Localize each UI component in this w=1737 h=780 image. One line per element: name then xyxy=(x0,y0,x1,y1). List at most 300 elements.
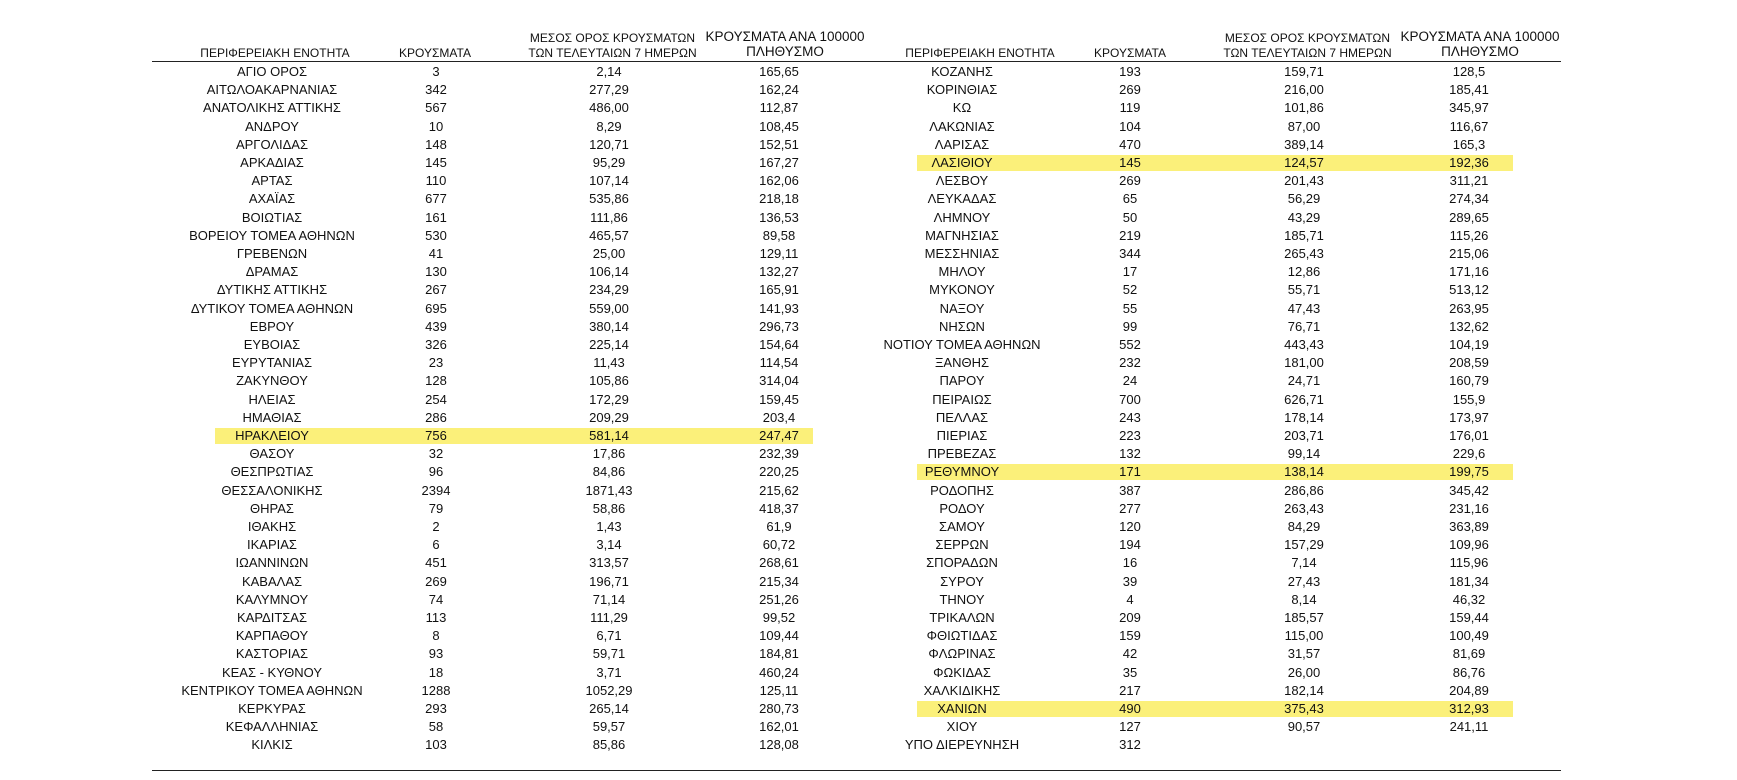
cell-avg: 380,14 xyxy=(589,318,629,334)
cell-cases: 344 xyxy=(1119,246,1141,261)
header-region-left: ΠΕΡΙΦΕΡΕΙΑΚΗ ΕΝΟΤΗΤΑ xyxy=(200,46,350,60)
cell-region: ΦΛΩΡΙΝΑΣ xyxy=(928,646,996,662)
cell-avg: 59,71 xyxy=(592,646,626,662)
header-cases-right: ΚΡΟΥΣΜΑΤΑ xyxy=(1094,46,1166,60)
cell-cases: 756 xyxy=(425,428,447,443)
cell-per100k: 208,59 xyxy=(1449,355,1489,371)
cell-region: ΚΟΡΙΝΘΙΑΣ xyxy=(926,82,998,98)
cell-region: ΘΕΣΣΑΛΟΝΙΚΗΣ xyxy=(221,482,323,498)
cell-avg: 106,14 xyxy=(589,264,629,280)
table-row xyxy=(0,427,1737,445)
cell-avg: 159,71 xyxy=(1284,64,1324,79)
cell-per100k: 312,93 xyxy=(1449,701,1489,716)
cell-cases: 254 xyxy=(425,391,447,407)
cell-avg: 101,86 xyxy=(1284,100,1324,116)
cell-cases: 18 xyxy=(428,664,444,680)
cell-per100k: 192,36 xyxy=(1449,155,1489,170)
cell-region: ΚΕΑΣ - ΚΥΘΝΟΥ xyxy=(221,664,323,680)
cell-cases: 567 xyxy=(425,100,447,116)
cell-region: ΒΟΙΩΤΙΑΣ xyxy=(241,209,303,225)
table-row xyxy=(0,99,1737,117)
cell-per100k: 167,27 xyxy=(759,155,799,170)
cell-cases: 2 xyxy=(432,519,440,534)
cell-cases: 52 xyxy=(1122,282,1138,298)
cell-region: ΜΕΣΣΗΝΙΑΣ xyxy=(924,246,1000,261)
cell-cases: 219 xyxy=(1119,227,1141,243)
cell-avg: 286,86 xyxy=(1284,482,1324,498)
cell-cases: 312 xyxy=(1119,737,1141,753)
cell-cases: 104 xyxy=(1119,118,1141,134)
cell-cases: 1288 xyxy=(421,682,451,698)
cell-region: ΣΕΡΡΩΝ xyxy=(935,537,989,553)
cell-per100k: 247,47 xyxy=(759,428,799,443)
cell-per100k: 108,45 xyxy=(759,118,799,134)
cell-avg: 12,86 xyxy=(1287,264,1321,280)
table-row xyxy=(0,372,1737,390)
table-row xyxy=(0,154,1737,172)
table-row xyxy=(0,136,1737,154)
cell-avg: 120,71 xyxy=(589,136,629,152)
table-row xyxy=(0,627,1737,645)
cell-avg: 11,43 xyxy=(593,355,625,371)
cell-avg: 265,43 xyxy=(1284,246,1324,261)
cell-cases: 269 xyxy=(1119,173,1141,189)
cell-region: ΛΑΣΙΘΙΟΥ xyxy=(931,155,993,170)
table-row xyxy=(0,318,1737,336)
cell-region: ΚΑΡΠΑΘΟΥ xyxy=(235,628,309,644)
table-row xyxy=(0,500,1737,518)
cell-region: ΠΕΙΡΑΙΩΣ xyxy=(932,391,992,407)
cell-per100k: 268,61 xyxy=(759,555,799,571)
cell-cases: 120 xyxy=(1119,519,1141,534)
cell-cases: 490 xyxy=(1119,701,1141,716)
table-row xyxy=(0,209,1737,227)
cell-cases: 269 xyxy=(425,573,447,589)
cell-avg: 24,71 xyxy=(1287,373,1321,389)
table-row xyxy=(0,409,1737,427)
table-row xyxy=(0,227,1737,245)
table-row xyxy=(0,263,1737,281)
cell-region: ΧΑΝΙΩΝ xyxy=(937,701,987,716)
cell-avg: 71,14 xyxy=(592,591,626,607)
cell-per100k: 132,27 xyxy=(759,264,799,280)
cell-region: ΔΥΤΙΚΟΥ ΤΟΜΕΑ ΑΘΗΝΩΝ xyxy=(190,300,354,316)
cell-per100k: 296,73 xyxy=(759,318,799,334)
header-region-right: ΠΕΡΙΦΕΡΕΙΑΚΗ ΕΝΟΤΗΤΑ xyxy=(905,46,1055,60)
cell-cases: 50 xyxy=(1122,209,1138,225)
cell-per100k: 112,87 xyxy=(759,100,799,116)
cell-region: ΡΕΘΥΜΝΟΥ xyxy=(924,464,1000,480)
cell-cases: 552 xyxy=(1119,337,1141,352)
cell-region: ΚΕΦΑΛΛΗΝΙΑΣ xyxy=(225,719,319,735)
cell-per100k: 109,96 xyxy=(1449,537,1489,553)
cell-region: ΙΘΑΚΗΣ xyxy=(247,519,297,534)
cell-avg: 2,14 xyxy=(596,64,622,79)
table-row xyxy=(0,645,1737,663)
cell-cases: 127 xyxy=(1119,719,1141,735)
table-row xyxy=(0,190,1737,208)
bottom-rule xyxy=(152,770,1561,771)
cell-cases: 232 xyxy=(1119,355,1141,371)
cell-cases: 6 xyxy=(432,537,440,553)
cell-cases: 35 xyxy=(1122,664,1138,680)
cell-per100k: 176,01 xyxy=(1449,428,1489,443)
cell-region: ΠΑΡΟΥ xyxy=(939,373,985,389)
cell-avg: 56,29 xyxy=(1287,191,1321,207)
header-cases-left: ΚΡΟΥΣΜΑΤΑ xyxy=(399,46,471,60)
table-row xyxy=(0,118,1737,136)
cell-cases: 132 xyxy=(1119,446,1141,462)
cell-avg: 181,00 xyxy=(1284,355,1324,371)
table-row xyxy=(0,245,1737,263)
cell-per100k: 314,04 xyxy=(759,373,799,389)
cell-cases: 145 xyxy=(1119,155,1141,170)
cell-per100k: 160,79 xyxy=(1449,373,1489,389)
cell-region: ΔΡΑΜΑΣ xyxy=(245,264,299,280)
cell-avg: 43,29 xyxy=(1287,209,1321,225)
cell-cases: 42 xyxy=(1122,646,1138,662)
cell-avg: 8,14 xyxy=(1291,591,1317,607)
table-row xyxy=(0,281,1737,299)
cell-per100k: 60,72 xyxy=(762,537,796,553)
cell-region: ΕΒΡΟΥ xyxy=(249,318,295,334)
cell-per100k: 155,9 xyxy=(1452,391,1486,407)
cell-per100k: 203,4 xyxy=(762,409,796,425)
cell-region: ΑΝΑΤΟΛΙΚΗΣ ΑΤΤΙΚΗΣ xyxy=(203,100,341,116)
cell-cases: 223 xyxy=(1119,428,1141,443)
cell-cases: 24 xyxy=(1122,373,1138,389)
cell-cases: 269 xyxy=(1119,82,1141,98)
table-row xyxy=(0,463,1737,481)
cell-avg: 196,71 xyxy=(589,573,629,589)
cell-avg: 99,14 xyxy=(1287,446,1321,462)
cell-cases: 58 xyxy=(428,719,444,735)
cell-avg: 389,14 xyxy=(1284,136,1324,152)
cell-region: ΛΑΡΙΣΑΣ xyxy=(934,136,990,152)
cell-avg: 84,29 xyxy=(1287,519,1321,534)
cell-cases: 326 xyxy=(425,337,447,352)
header-per100k-left: ΚΡΟΥΣΜΑΤΑ ΑΝΑ 100000 ΠΛΗΘΥΣΜΟ xyxy=(705,29,865,59)
cell-avg: 185,57 xyxy=(1284,610,1324,625)
cell-per100k: 159,44 xyxy=(1449,610,1489,625)
cell-cases: 277 xyxy=(1119,500,1141,516)
table-row xyxy=(0,736,1737,754)
cell-per100k: 136,53 xyxy=(759,209,799,225)
cell-per100k: 165,3 xyxy=(1452,136,1486,152)
cell-per100k: 199,75 xyxy=(1449,464,1489,480)
cell-per100k: 100,49 xyxy=(1449,628,1489,644)
cell-avg: 111,29 xyxy=(590,610,628,625)
cell-per100k: 215,34 xyxy=(759,573,799,589)
cell-cases: 470 xyxy=(1119,136,1141,152)
cell-avg: 55,71 xyxy=(1287,282,1321,298)
cell-cases: 110 xyxy=(425,173,447,189)
cell-region: ΠΡΕΒΕΖΑΣ xyxy=(927,446,997,462)
cell-region: ΛΑΚΩΝΙΑΣ xyxy=(929,118,995,134)
cell-per100k: 115,96 xyxy=(1449,555,1489,571)
cell-region: ΘΑΣΟΥ xyxy=(249,446,295,462)
cell-per100k: 128,08 xyxy=(759,737,799,753)
cell-region: ΣΑΜΟΥ xyxy=(939,519,985,534)
cell-cases: 55 xyxy=(1122,300,1138,316)
cell-cases: 3 xyxy=(432,64,440,79)
cell-region: ΙΚΑΡΙΑΣ xyxy=(247,537,297,553)
cell-region: ΚΑΒΑΛΑΣ xyxy=(241,573,303,589)
cell-region: ΤΡΙΚΑΛΩΝ xyxy=(929,610,995,625)
cell-cases: 65 xyxy=(1122,191,1138,207)
cell-region: ΕΥΡΥΤΑΝΙΑΣ xyxy=(231,355,313,371)
cell-region: ΙΩΑΝΝΙΝΩΝ xyxy=(235,555,309,571)
cell-region: ΚΙΛΚΙΣ xyxy=(251,737,293,753)
cell-per100k: 104,19 xyxy=(1449,337,1489,352)
cell-avg: 225,14 xyxy=(589,337,629,352)
cell-per100k: 128,5 xyxy=(1452,64,1486,79)
cell-per100k: 513,12 xyxy=(1449,282,1489,298)
cell-region: ΕΥΒΟΙΑΣ xyxy=(243,337,301,352)
cell-per100k: 274,34 xyxy=(1449,191,1489,207)
cell-cases: 267 xyxy=(425,282,447,298)
header-avg-left: ΜΕΣΟΣ ΟΡΟΣ ΚΡΟΥΣΜΑΤΩΝ ΤΩΝ ΤΕΛΕΥΤΑΙΩΝ 7 ΗΜΕΡΩΝ xyxy=(528,31,697,60)
cell-cases: 130 xyxy=(425,264,447,280)
cell-per100k: 263,95 xyxy=(1449,300,1489,316)
cell-region: ΠΕΛΛΑΣ xyxy=(935,409,989,425)
cell-per100k: 215,06 xyxy=(1449,246,1489,261)
cell-per100k: 345,42 xyxy=(1449,482,1489,498)
cell-avg: 234,29 xyxy=(589,282,629,298)
cell-region: ΤΗΝΟΥ xyxy=(939,591,985,607)
cell-region: ΛΗΜΝΟΥ xyxy=(933,209,991,225)
cell-per100k: 86,76 xyxy=(1452,664,1486,680)
cell-cases: 79 xyxy=(428,500,444,516)
cell-region: ΦΩΚΙΔΑΣ xyxy=(933,664,991,680)
cell-cases: 217 xyxy=(1119,682,1141,698)
cell-avg: 90,57 xyxy=(1287,719,1321,735)
cell-per100k: 231,16 xyxy=(1449,500,1489,516)
cell-region: ΓΡΕΒΕΝΩΝ xyxy=(236,246,308,261)
cell-avg: 3,71 xyxy=(596,664,622,680)
cell-cases: 677 xyxy=(425,191,447,207)
cell-avg: 27,43 xyxy=(1287,573,1321,589)
cell-avg: 559,00 xyxy=(589,300,629,316)
cell-cases: 286 xyxy=(425,409,447,425)
cell-avg: 375,43 xyxy=(1284,701,1324,716)
cell-cases: 243 xyxy=(1119,409,1141,425)
cell-region: ΣΥΡΟΥ xyxy=(940,573,984,589)
table-row xyxy=(0,81,1737,99)
cell-region: ΣΠΟΡΑΔΩΝ xyxy=(926,555,998,571)
table-row xyxy=(0,172,1737,190)
cell-region: ΘΗΡΑΣ xyxy=(250,500,294,516)
cell-region: ΝΟΤΙΟΥ ΤΟΜΕΑ ΑΘΗΝΩΝ xyxy=(883,337,1041,352)
cell-per100k: 181,34 xyxy=(1449,573,1489,589)
cell-region: ΡΟΔΟΠΗΣ xyxy=(930,482,994,498)
cell-region: ΑΡΓΟΛΙΔΑΣ xyxy=(235,136,309,152)
cell-region: ΛΕΥΚΑΔΑΣ xyxy=(927,191,997,207)
cell-cases: 700 xyxy=(1119,391,1141,407)
cell-cases: 8 xyxy=(432,628,440,644)
cell-avg: 87,00 xyxy=(1287,118,1321,134)
cell-avg: 216,00 xyxy=(1284,82,1324,98)
cell-region: ΧΙΟΥ xyxy=(946,719,978,735)
cell-region: ΚΟΖΑΝΗΣ xyxy=(931,64,993,79)
cell-region: ΜΥΚΟΝΟΥ xyxy=(929,282,995,298)
cell-region: ΚΑΛΥΜΝΟΥ xyxy=(235,591,309,607)
cell-per100k: 280,73 xyxy=(759,701,799,716)
cell-per100k: 251,26 xyxy=(759,591,799,607)
cell-avg: 17,86 xyxy=(592,446,626,462)
cell-region: ΡΟΔΟΥ xyxy=(939,500,985,516)
table-row xyxy=(0,718,1737,736)
cell-per100k: 460,24 xyxy=(759,664,799,680)
table-row xyxy=(0,554,1737,572)
cell-avg: 182,14 xyxy=(1284,682,1324,698)
cell-per100k: 99,52 xyxy=(762,610,796,625)
cell-avg: 313,57 xyxy=(589,555,629,571)
cell-region: ΝΗΣΩΝ xyxy=(939,318,985,334)
cell-per100k: 115,26 xyxy=(1449,227,1489,243)
table-row xyxy=(0,482,1737,500)
cell-per100k: 165,65 xyxy=(759,64,799,79)
cell-avg: 3,14 xyxy=(596,537,622,553)
cell-per100k: 215,62 xyxy=(759,482,799,498)
cell-per100k: 89,58 xyxy=(762,227,796,243)
table-row xyxy=(0,354,1737,372)
cell-cases: 96 xyxy=(428,464,444,480)
cell-per100k: 141,93 xyxy=(759,300,799,316)
cell-cases: 342 xyxy=(425,82,447,98)
cell-cases: 451 xyxy=(425,555,447,571)
cell-cases: 10 xyxy=(428,118,444,134)
header-per100k-right: ΚΡΟΥΣΜΑΤΑ ΑΝΑ 100000 ΠΛΗΘΥΣΜΟ xyxy=(1400,29,1560,59)
cell-region: ΒΟΡΕΙΟΥ ΤΟΜΕΑ ΑΘΗΝΩΝ xyxy=(189,227,355,243)
cell-avg: 465,57 xyxy=(589,227,629,243)
header-avg-right: ΜΕΣΟΣ ΟΡΟΣ ΚΡΟΥΣΜΑΤΩΝ ΤΩΝ ΤΕΛΕΥΤΑΙΩΝ 7 ΗΜΕΡΩΝ xyxy=(1223,31,1392,60)
cell-avg: 203,71 xyxy=(1284,428,1324,443)
cell-cases: 119 xyxy=(1119,100,1141,116)
cell-cases: 23 xyxy=(428,355,444,371)
cell-avg: 185,71 xyxy=(1284,227,1324,243)
cell-cases: 161 xyxy=(425,209,447,225)
cell-region: ΚΕΝΤΡΙΚΟΥ ΤΟΜΕΑ ΑΘΗΝΩΝ xyxy=(181,682,363,698)
cell-region: ΑΧΑΪΑΣ xyxy=(248,191,296,207)
cell-cases: 387 xyxy=(1119,482,1141,498)
table-row xyxy=(0,300,1737,318)
cell-region: ΞΑΝΘΗΣ xyxy=(934,355,990,371)
cell-cases: 695 xyxy=(425,300,447,316)
cell-cases: 41 xyxy=(428,246,444,261)
cell-avg: 1,43 xyxy=(596,519,622,534)
cell-avg: 201,43 xyxy=(1284,173,1324,189)
cell-avg: 486,00 xyxy=(589,100,629,116)
cell-region: ΔΥΤΙΚΗΣ ΑΤΤΙΚΗΣ xyxy=(216,282,328,298)
cell-per100k: 173,97 xyxy=(1449,409,1489,425)
cell-cases: 113 xyxy=(425,610,447,625)
table-row xyxy=(0,573,1737,591)
table-row xyxy=(0,609,1737,627)
cell-per100k: 220,25 xyxy=(759,464,799,480)
cell-avg: 58,86 xyxy=(592,500,626,516)
cell-region: ΖΑΚΥΝΘΟΥ xyxy=(236,373,308,389)
header-rule xyxy=(152,61,1561,62)
cell-per100k: 229,6 xyxy=(1452,446,1486,462)
cell-per100k xyxy=(1349,736,1589,754)
cell-cases: 128 xyxy=(425,373,447,389)
cell-per100k: 184,81 xyxy=(759,646,799,662)
cell-cases: 17 xyxy=(1122,264,1138,280)
cell-avg: 581,14 xyxy=(589,428,629,443)
cell-avg: 265,14 xyxy=(589,701,629,716)
cell-per100k: 162,06 xyxy=(759,173,799,189)
cell-region: ΥΠΟ ΔΙΕΡΕΥΝΗΣΗ xyxy=(904,737,1020,753)
cell-cases: 103 xyxy=(425,737,447,753)
cell-avg: 1052,29 xyxy=(585,682,633,698)
table-row xyxy=(0,445,1737,463)
cell-avg: 95,29 xyxy=(592,155,626,170)
cell-cases: 193 xyxy=(1119,64,1141,79)
cell-region: ΚΑΣΤΟΡΙΑΣ xyxy=(235,646,309,662)
table-row xyxy=(0,518,1737,536)
cell-per100k: 114,54 xyxy=(759,355,799,371)
cell-per100k: 165,91 xyxy=(759,282,799,298)
cell-per100k: 81,69 xyxy=(1452,646,1486,662)
cell-avg: 209,29 xyxy=(589,409,629,425)
cell-avg: 7,14 xyxy=(1291,555,1317,571)
table-row xyxy=(0,63,1737,81)
cell-per100k: 116,67 xyxy=(1449,118,1489,134)
cell-avg: 277,29 xyxy=(589,82,629,98)
cell-per100k: 345,97 xyxy=(1449,100,1489,116)
cell-avg: 1871,43 xyxy=(585,482,633,498)
cell-cases: 4 xyxy=(1126,591,1134,607)
table-row xyxy=(0,591,1737,609)
cell-cases: 439 xyxy=(425,318,447,334)
cell-cases: 2394 xyxy=(421,482,451,498)
cell-avg: 25,00 xyxy=(592,246,626,261)
cell-region: ΜΗΛΟΥ xyxy=(938,264,986,280)
table-row xyxy=(0,700,1737,718)
cell-per100k: 418,37 xyxy=(759,500,799,516)
cell-region: ΜΑΓΝΗΣΙΑΣ xyxy=(925,227,999,243)
cell-cases: 148 xyxy=(425,136,447,152)
cell-per100k: 232,39 xyxy=(759,446,799,462)
cell-per100k: 171,16 xyxy=(1449,264,1489,280)
cell-cases: 159 xyxy=(1119,628,1141,644)
cell-region: ΑΡΤΑΣ xyxy=(251,173,293,189)
cell-per100k: 363,89 xyxy=(1449,519,1489,534)
cell-avg: 84,86 xyxy=(592,464,626,480)
cell-avg: 8,29 xyxy=(596,118,622,134)
cell-region: ΑΡΚΑΔΙΑΣ xyxy=(240,155,304,170)
cell-region: ΚΕΡΚΥΡΑΣ xyxy=(238,701,306,716)
cell-per100k: 61,9 xyxy=(766,519,792,534)
cell-cases: 145 xyxy=(425,155,447,170)
cell-region: ΗΜΑΘΙΑΣ xyxy=(242,409,302,425)
cell-per100k: 311,21 xyxy=(1449,173,1489,189)
cell-region: ΗΛΕΙΑΣ xyxy=(248,391,296,407)
cell-cases: 194 xyxy=(1119,537,1141,553)
cell-avg: 85,86 xyxy=(592,737,626,753)
cell-cases: 74 xyxy=(428,591,444,607)
cell-cases: 16 xyxy=(1122,555,1138,571)
cell-per100k: 154,64 xyxy=(759,337,799,352)
cell-avg: 111,86 xyxy=(590,209,628,225)
cell-region: ΠΙΕΡΙΑΣ xyxy=(936,428,988,443)
cell-avg: 6,71 xyxy=(596,628,622,644)
cell-avg: 157,29 xyxy=(1284,537,1324,553)
cell-cases: 171 xyxy=(1119,464,1141,480)
cell-region: ΛΕΣΒΟΥ xyxy=(935,173,989,189)
cell-avg: 76,71 xyxy=(1287,318,1321,334)
